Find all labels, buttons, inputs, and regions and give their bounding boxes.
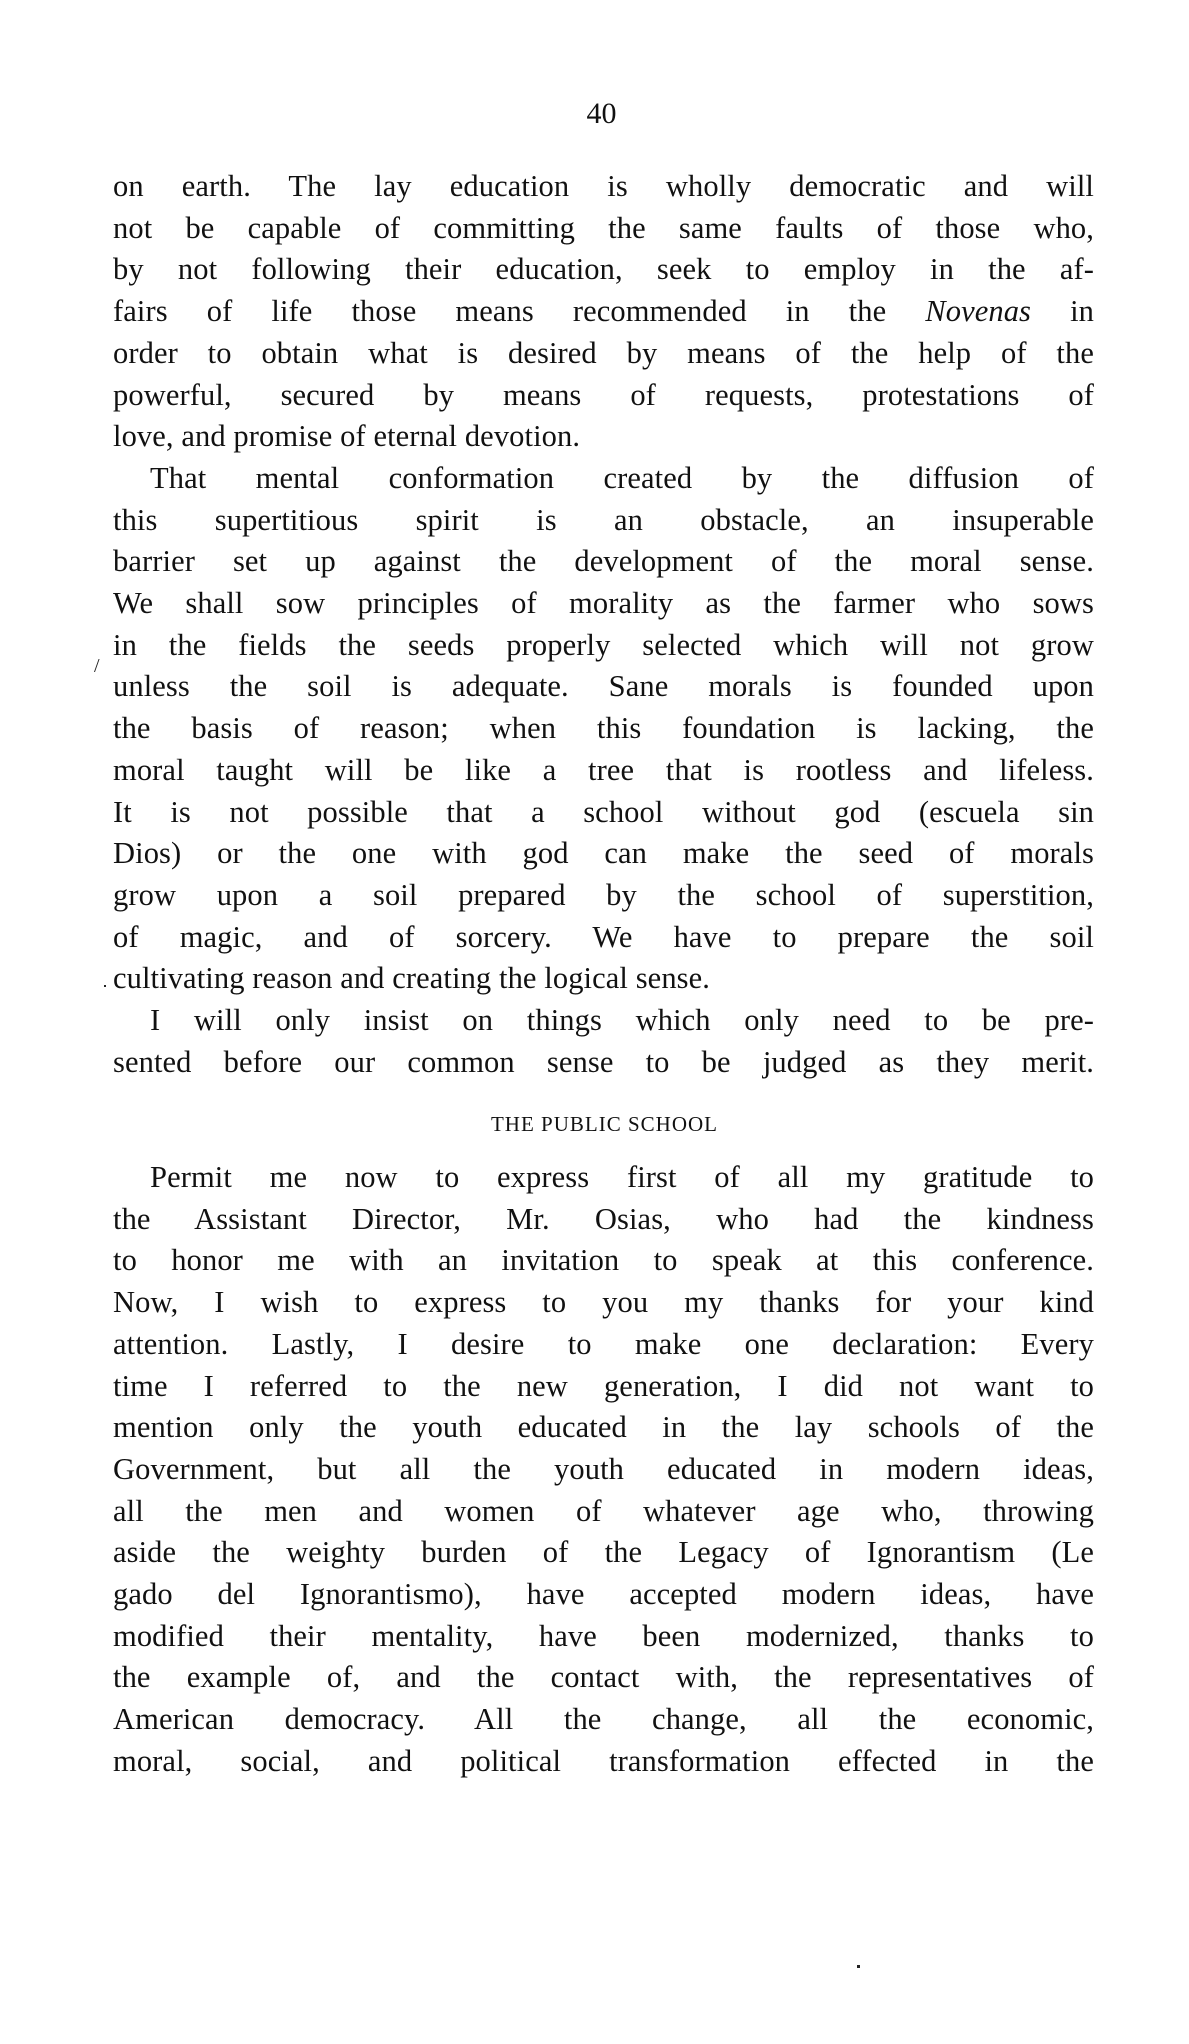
- text-line: mention only the youth educated in the lay schools of the: [113, 1410, 1094, 1445]
- text-line: the basis of reason; when this foundation is lacking, the: [113, 711, 1094, 746]
- text-line: Government, but all the youth educated in modern ideas,: [113, 1451, 1094, 1486]
- page-number: 40: [586, 97, 617, 130]
- text-line: grow upon a soil prepared by the school of superstition,: [113, 877, 1094, 912]
- text-line: barrier set up against the development of the moral sense.: [113, 544, 1094, 579]
- text-line: time I referred to the new generation, I did not want to: [113, 1368, 1094, 1403]
- scan-speck: [104, 985, 106, 987]
- text-segment: fairs of life those means recommended in the: [113, 294, 926, 329]
- section-heading: THE PUBLIC SCHOOL: [490, 1112, 718, 1136]
- text-line: [113, 293, 1094, 329]
- text-line: sented before our common sense to be judged as they merit.: [113, 1044, 1094, 1079]
- text-line: on earth. The lay education is wholly democratic and will: [113, 169, 1094, 203]
- text-line: the Assistant Director, Mr. Osias, who had the kindness: [113, 1201, 1094, 1236]
- text-line: modified their mentality, have been modernized, thanks to: [113, 1618, 1094, 1653]
- text-line: of magic, and of sorcery. We have to prepare the soil: [113, 919, 1094, 954]
- text-line: moral, social, and political transformation effected in the: [113, 1743, 1094, 1778]
- text-line: cultivating reason and creating the logical sense.: [113, 961, 710, 996]
- text-line: attention. Lastly, I desire to make one declaration: Every: [113, 1326, 1094, 1361]
- text-segment: in: [1031, 294, 1094, 329]
- text-line: That mental conformation created by the diffusion of: [150, 460, 1094, 495]
- text-line: by not following their education, seek to employ in the af-: [113, 252, 1094, 287]
- text-line: not be capable of committing the same faults of those who,: [113, 210, 1094, 245]
- text-line: powerful, secured by means of requests, protestations of: [113, 377, 1094, 412]
- text-line: the example of, and the contact with, the representatives of: [113, 1660, 1094, 1695]
- text-line: gado del Ignorantismo), have accepted modern ideas, have: [113, 1577, 1094, 1611]
- text-line: love, and promise of eternal devotion.: [113, 419, 581, 454]
- text-line: order to obtain what is desired by means of the help of the: [113, 335, 1094, 370]
- scan-speck: [857, 1965, 860, 1968]
- text-line: this supertitious spirit is an obstacle, an insuperable: [113, 502, 1094, 537]
- italic-term: Novenas: [925, 294, 1032, 329]
- text-line: American democracy. All the change, all the economic,: [113, 1702, 1094, 1737]
- text-line: Permit me now to express first of all my gratitude to: [150, 1160, 1094, 1194]
- text-line: I will only insist on things which only need to be pre-: [150, 1003, 1094, 1037]
- text-line: Now, I wish to express to you my thanks for your kind: [113, 1285, 1094, 1320]
- text-line: to honor me with an invitation to speak at this conference.: [113, 1243, 1094, 1278]
- text-line: unless the soil is adequate. Sane morals is founded upon: [113, 669, 1094, 704]
- text-line: It is not possible that a school without god (escuela sin: [113, 794, 1094, 829]
- margin-mark: /: [94, 655, 100, 677]
- text-line: in the fields the seeds properly selected which will not grow: [113, 627, 1094, 662]
- text-line: aside the weighty burden of the Legacy of Ignorantism (Le: [113, 1535, 1094, 1570]
- text-line: Dios) or the one with god can make the seed of morals: [113, 836, 1094, 871]
- text-line: We shall sow principles of morality as the farmer who sows: [113, 586, 1094, 620]
- text-line: moral taught will be like a tree that is rootless and lifeless.: [113, 752, 1094, 787]
- text-line: all the men and women of whatever age who, throwing: [113, 1493, 1094, 1528]
